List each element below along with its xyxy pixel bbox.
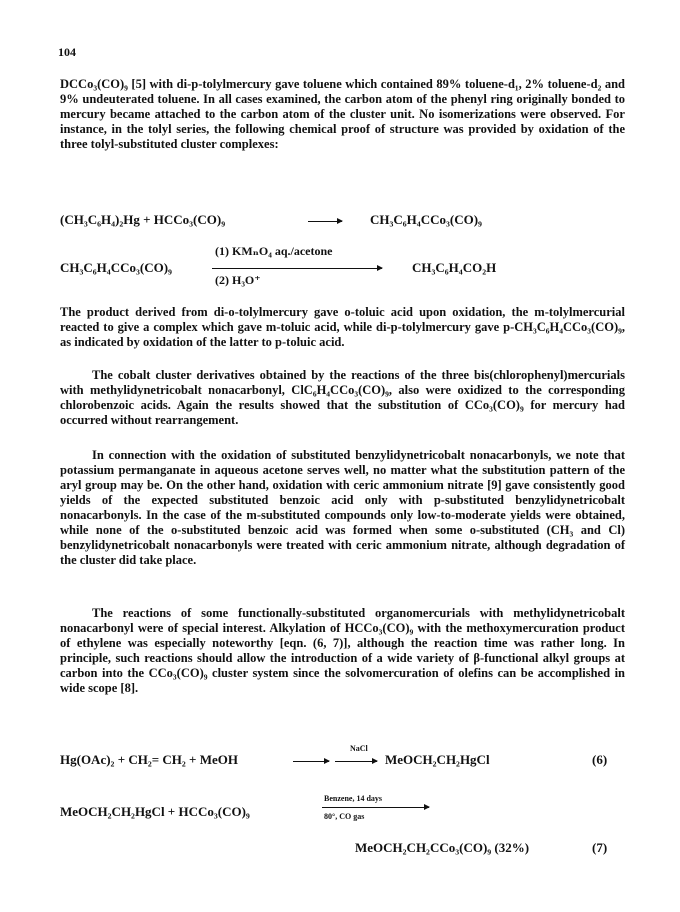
page-number: 104 bbox=[58, 45, 76, 59]
paragraph-4: In connection with the oxidation of substituted benzylidynetricobalt nonacarbonyls, we note that potassium permanganate in aqueous acetone serves well, no matter what the substitution pattern of the aryl group may be. On the other hand, oxidation with ceric ammonium nitrate [9] gave consistently good yields of the expected substituted benzoic acid only with p-substituted benzylidynetricobalt nonacarbonyls. In the case of the m-substituted compounds only low-to-moderate yields were obtained, while none of the o-substituted benzoic acid was formed when some o-substituted (CH₃ and Cl) benzylidynetricobalt nonacarbonyls were treated with ceric ammonium nitrate, although degradation of the cluster did take place. bbox=[60, 448, 625, 567]
equation-a-left: (CH₃C₆H₄)₂Hg + HCCo₃(CO)₉ bbox=[60, 212, 226, 227]
equation-b-left: CH₃C₆H₄CCo₃(CO)₉ bbox=[60, 260, 172, 275]
equation-b-condition-bottom: (2) H₃O⁺ bbox=[215, 273, 261, 287]
equation-7-condition-bottom: 80°, CO gas bbox=[324, 812, 365, 821]
paragraph-3: The cobalt cluster derivatives obtained by the reactions of the three bis(chlorophenyl)mercurials with methylidynetricobalt nonacarbonyl, ClC₆H₄CCo₃(CO)₉, also were oxidized to the corresponding chlorobenzoic acids. Again the results showed that the substitution of CCo₃(CO)₉ for mercury had occurred without rearrangement. bbox=[60, 368, 625, 427]
equation-7-arrow bbox=[322, 807, 429, 808]
paragraph-2: The product derived from di-o-tolylmercury gave o-toluic acid upon oxidation, the m-tolylmercurial reacted to give a complex which gave m-toluic acid, while di-p-tolylmercury gave p-CH₃C₆H₄CCo₃(CO)₉, as indicated by oxidation of the latter to p-toluic acid. bbox=[60, 305, 625, 349]
equation-6-left: Hg(OAc)₂ + CH₂= CH₂ + MeOH bbox=[60, 752, 238, 767]
equation-b-right: CH₃C₆H₄CO₂H bbox=[412, 260, 497, 275]
equation-7-condition-top: Benzene, 14 days bbox=[324, 794, 382, 803]
equation-b-condition-top: (1) KMₙO₄ aq./acetone bbox=[215, 244, 333, 258]
equation-b-arrow bbox=[212, 268, 382, 269]
equation-a-arrow bbox=[308, 221, 342, 222]
equation-6-number: (6) bbox=[592, 752, 608, 767]
equation-7-left: MeOCH₂CH₂HgCl + HCCo₃(CO)₉ bbox=[60, 804, 250, 819]
equation-6-condition: NaCl bbox=[350, 744, 368, 753]
paragraph-1: DCCo₃(CO)₉ [5] with di-p-tolylmercury gave toluene which contained 89% toluene-d₁, 2% toluene-d₂ and 9% undeuterated toluene. In all cases examined, the carbon atom of the phenyl ring originally bonded to mercury became attached to the carbon atom of the cluster unit. No isomerizations were observed. For instance, in the tolyl series, the following chemical proof of structure was provided by oxidation of the three tolyl-substituted cluster complexes: bbox=[60, 77, 625, 151]
paragraph-5: The reactions of some functionally-substituted organomercurials with methylidynetricobalt nonacarbonyl were of special interest. Alkylation of HCCo₃(CO)₉ with the methoxymercuration product of ethylene was especially noteworthy [eqn. (6, 7)], although the reaction time was rather long. In principle, such reactions should allow the introduction of a wide variety of β-functional alkyl groups at carbon into the CCo₃(CO)₉ cluster system since the solvomercuration of olefins can be accomplished in wide scope [8]. bbox=[60, 606, 625, 695]
equation-6-arrow-2 bbox=[335, 761, 377, 762]
equation-a-right: CH₃C₆H₄CCo₃(CO)₉ bbox=[370, 212, 482, 227]
equation-6-right: MeOCH₂CH₂HgCl bbox=[385, 752, 490, 767]
equation-7-right: MeOCH₂CH₂CCo₃(CO)₉ (32%) bbox=[355, 840, 530, 855]
equation-6-arrow-1 bbox=[293, 761, 329, 762]
equation-7-number: (7) bbox=[592, 840, 608, 855]
